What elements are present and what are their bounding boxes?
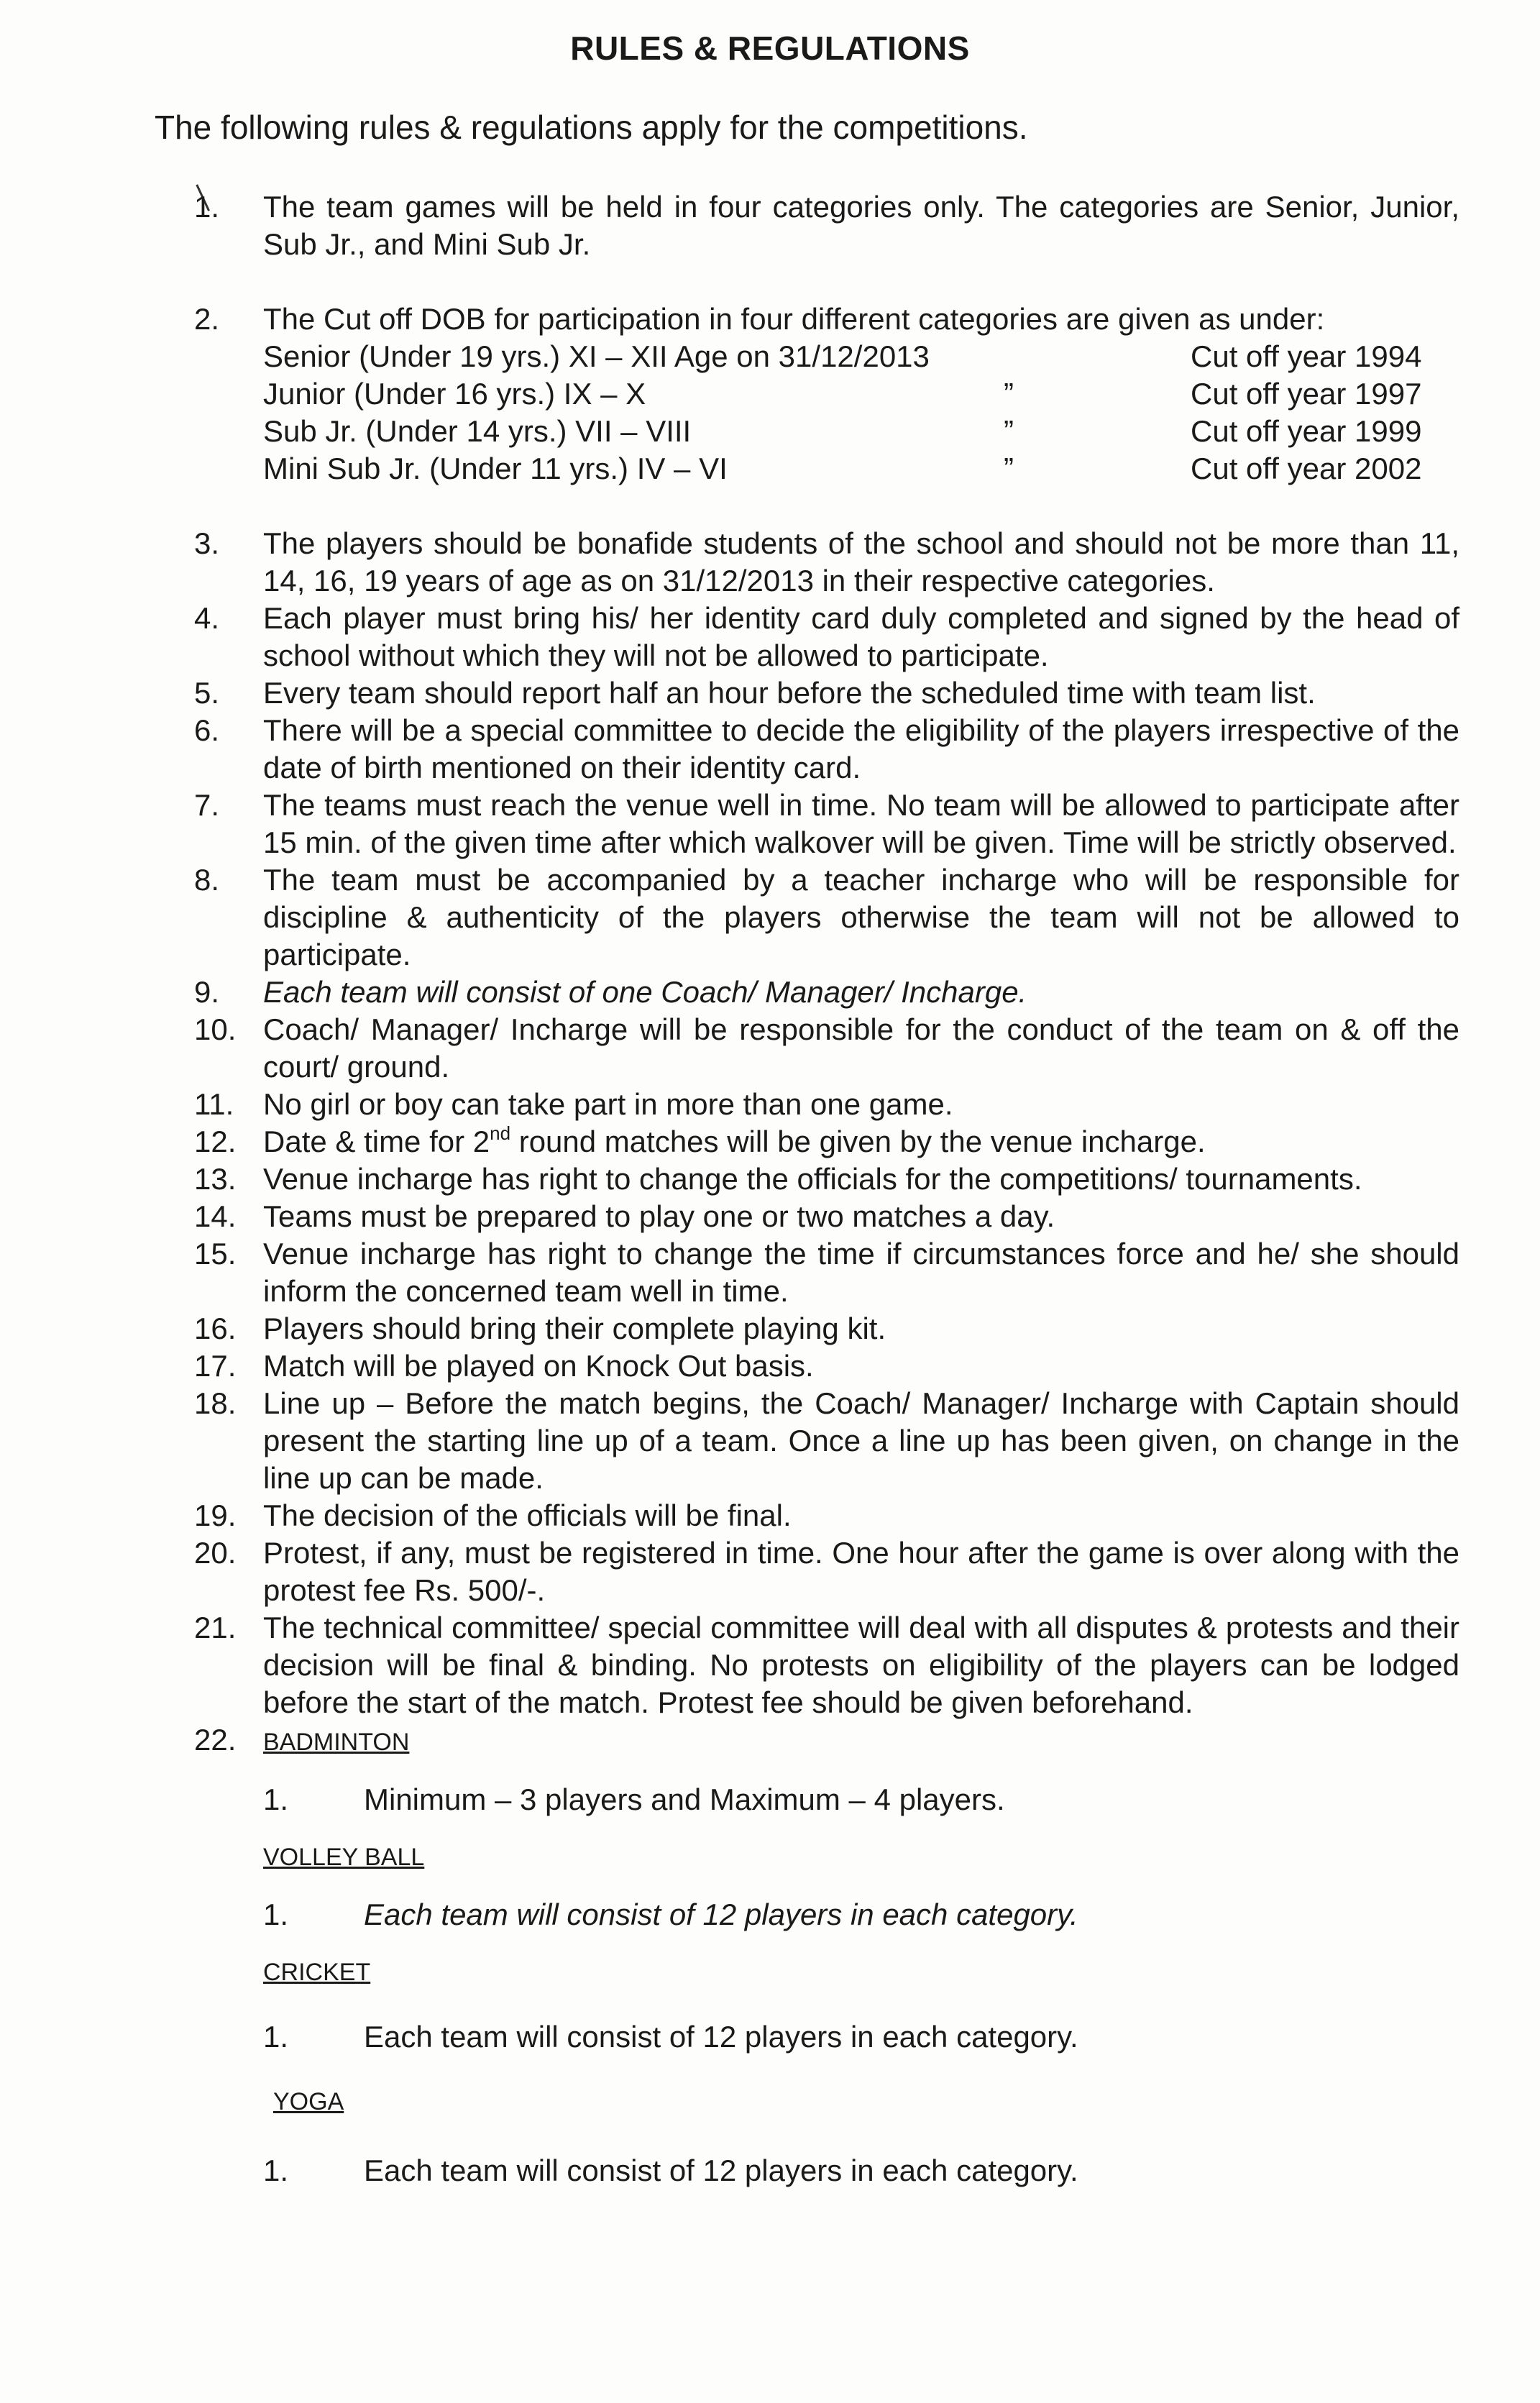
- rule-item: [194, 1198, 1459, 1235]
- rule-item: [194, 301, 1459, 488]
- dob-row: [263, 413, 1421, 450]
- rule-text: The decision of the officials will be final.: [263, 1498, 792, 1532]
- sport-heading-cricket: CRICKET: [263, 1959, 371, 1986]
- rule-text: The teams must reach the venue well in time. No team will be allowed to participate after 15 min. of the given time after which walkover will be given. Time will be strictly observed.: [263, 788, 1459, 859]
- rule-number: 22.: [194, 1723, 237, 1757]
- rule-number: 10.: [194, 1012, 237, 1046]
- rule-text-part: Date & time for 2: [263, 1125, 490, 1158]
- sports-section: [194, 1781, 1459, 2189]
- rule-text-part: round matches will be given by the venue incharge.: [510, 1125, 1206, 1158]
- rule-text: Venue incharge has right to change the time if circumstances force and he/ she should inform the concerned team well in time.: [263, 1237, 1459, 1308]
- rule-item: [194, 712, 1459, 787]
- rule-number: 11.: [194, 1087, 234, 1121]
- rule-item: [194, 1497, 1459, 1534]
- dob-category: Sub Jr. (Under 14 yrs.) VII – VIII: [263, 414, 692, 448]
- rule-item: [194, 861, 1459, 974]
- rule-number: 18.: [194, 1386, 237, 1420]
- sport-rule-item: [263, 1896, 1459, 1933]
- rule-number: 12.: [194, 1125, 237, 1158]
- rule-text: The Cut off DOB for participation in four different categories are given as under:: [263, 302, 1325, 336]
- sport-rule-text: Minimum – 3 players and Maximum – 4 players.: [364, 1782, 1005, 1816]
- sport-rule-item: [263, 1781, 1459, 1818]
- rule-number: 19.: [194, 1498, 237, 1532]
- sport-rule-text: Each team will consist of 12 players in each category.: [364, 1898, 1078, 1931]
- ordinal-suffix: nd: [490, 1122, 511, 1144]
- dob-category: Mini Sub Jr. (Under 11 yrs.) IV – VI: [263, 452, 728, 485]
- rule-text: Line up – Before the match begins, the Coach/ Manager/ Incharge with Captain should present the starting line up of a team. Once a line up has been given, on change in the line up can be made.: [263, 1386, 1459, 1495]
- dob-cutoff: Cut off year 1997: [1191, 377, 1422, 411]
- sport-rule-text: Each team will consist of 12 players in each category.: [364, 2020, 1078, 2054]
- rule-number: 8.: [194, 863, 220, 897]
- page-title: RULES & REGULATIONS: [570, 29, 970, 67]
- rule-text: Every team should report half an hour before the scheduled time with team list.: [263, 676, 1316, 710]
- dob-cutoff-table: [263, 338, 1421, 488]
- rule-text: The technical committee/ special committee will deal with all disputes & protests and their decision will be final & binding. No protests on eligibility of the players can be lodged before the start of the match. Protest fee should be given beforehand.: [263, 1611, 1459, 1719]
- rule-item: [194, 974, 1459, 1011]
- rule-text: Protest, if any, must be registered in time. One hour after the game is over along with the protest fee Rs. 500/-.: [263, 1536, 1459, 1607]
- rule-text: [263, 1122, 1206, 1158]
- rule-item: [194, 1347, 1459, 1385]
- rule-item: [194, 1123, 1459, 1161]
- rule-number: 2.: [194, 302, 220, 336]
- rule-item: [194, 1609, 1459, 1721]
- sport-rule-text: Each team will consist of 12 players in each category.: [364, 2153, 1078, 2187]
- rule-number: 4.: [194, 601, 220, 635]
- rule-item: [194, 1385, 1459, 1497]
- rule-number: 15.: [194, 1237, 237, 1271]
- sport-rule-number: 1.: [263, 1782, 289, 1816]
- rule-text: Each player must bring his/ her identity card duly completed and signed by the head of school without which they will not be allowed to participate.: [263, 601, 1459, 672]
- sport-heading-yoga: YOGA: [273, 2088, 344, 2115]
- rule-item: [194, 1310, 1459, 1347]
- dob-row: [263, 338, 1421, 375]
- rule-number: 7.: [194, 788, 220, 822]
- rule-item: [194, 1161, 1459, 1198]
- sport-rule-number: 1.: [263, 1898, 289, 1931]
- rule-item: [194, 1011, 1459, 1086]
- dob-cutoff: Cut off year 1999: [1191, 414, 1422, 448]
- rule-text: The players should be bonafide students of the school and should not be more than 11, 14, 16, 19 years of age as on 31/12/2013 in their respective categories.: [263, 526, 1459, 598]
- rule-number: 14.: [194, 1199, 237, 1233]
- dob-row: [263, 450, 1421, 488]
- rule-item: [194, 787, 1459, 861]
- dob-category: Junior (Under 16 yrs.) IX – X: [263, 377, 646, 411]
- rule-number: 16.: [194, 1312, 237, 1345]
- dob-ditto: [1004, 338, 1191, 375]
- rule-number: 17.: [194, 1349, 237, 1383]
- rule-text: The team must be accompanied by a teacher incharge who will be responsible for discipline & authenticity of the players otherwise the team will not be allowed to participate.: [263, 863, 1459, 971]
- rule-text: No girl or boy can take part in more than one game.: [263, 1087, 953, 1121]
- dob-cutoff: Cut off year 2002: [1191, 452, 1422, 485]
- rule-text: Match will be played on Knock Out basis.: [263, 1349, 814, 1383]
- rule-number: 1.: [194, 190, 220, 224]
- rule-number: 13.: [194, 1162, 237, 1196]
- sport-heading-volleyball: VOLLEY BALL: [263, 1844, 425, 1871]
- rule-text: Teams must be prepared to play one or two matches a day.: [263, 1199, 1055, 1233]
- rule-number: 9.: [194, 975, 220, 1009]
- rule-item: [194, 600, 1459, 674]
- rule-item: [194, 1534, 1459, 1609]
- rule-text: Players should bring their complete playing kit.: [263, 1312, 886, 1345]
- rule-text: Each team will consist of one Coach/ Manager/ Incharge.: [263, 975, 1027, 1009]
- rule-text: The team games will be held in four categories only. The categories are Senior, Junior, Sub Jr., and Mini Sub Jr.: [263, 190, 1459, 261]
- rule-item: [194, 188, 1459, 263]
- rule-text: Venue incharge has right to change the officials for the competitions/ tournaments.: [263, 1162, 1362, 1196]
- dob-ditto: ”: [1004, 452, 1014, 485]
- sport-rule-item: [263, 2018, 1459, 2056]
- rule-text: Coach/ Manager/ Incharge will be responsible for the conduct of the team on & off the court/ ground.: [263, 1012, 1459, 1084]
- rule-item: [194, 1235, 1459, 1310]
- dob-ditto: ”: [1004, 414, 1014, 448]
- rule-item: [194, 674, 1459, 712]
- rule-text: There will be a special committee to decide the eligibility of the players irrespective of the date of birth mentioned on their identity card.: [263, 713, 1459, 784]
- rule-item: [194, 1086, 1459, 1123]
- rule-number: 21.: [194, 1611, 237, 1644]
- dob-row: [263, 375, 1421, 413]
- sport-rule-number: 1.: [263, 2153, 289, 2187]
- rule-number: 20.: [194, 1536, 237, 1570]
- dob-ditto: ”: [1004, 377, 1014, 411]
- rule-item: [194, 1721, 1459, 1759]
- sport-rule-number: 1.: [263, 2020, 289, 2054]
- rules-list: [194, 188, 1459, 2211]
- dob-category: Senior (Under 19 yrs.) XI – XII Age on 31/12/2013: [263, 339, 930, 373]
- intro-text: The following rules & regulations apply for the competitions.: [155, 109, 1028, 146]
- rule-number: 3.: [194, 526, 220, 560]
- rule-item: [194, 525, 1459, 600]
- rule-number: 6.: [194, 713, 220, 747]
- sport-rule-item: [263, 2152, 1459, 2189]
- sport-heading-badminton: BADMINTON: [263, 1729, 410, 1756]
- rule-number: 5.: [194, 676, 220, 710]
- dob-cutoff: Cut off year 1994: [1191, 339, 1422, 373]
